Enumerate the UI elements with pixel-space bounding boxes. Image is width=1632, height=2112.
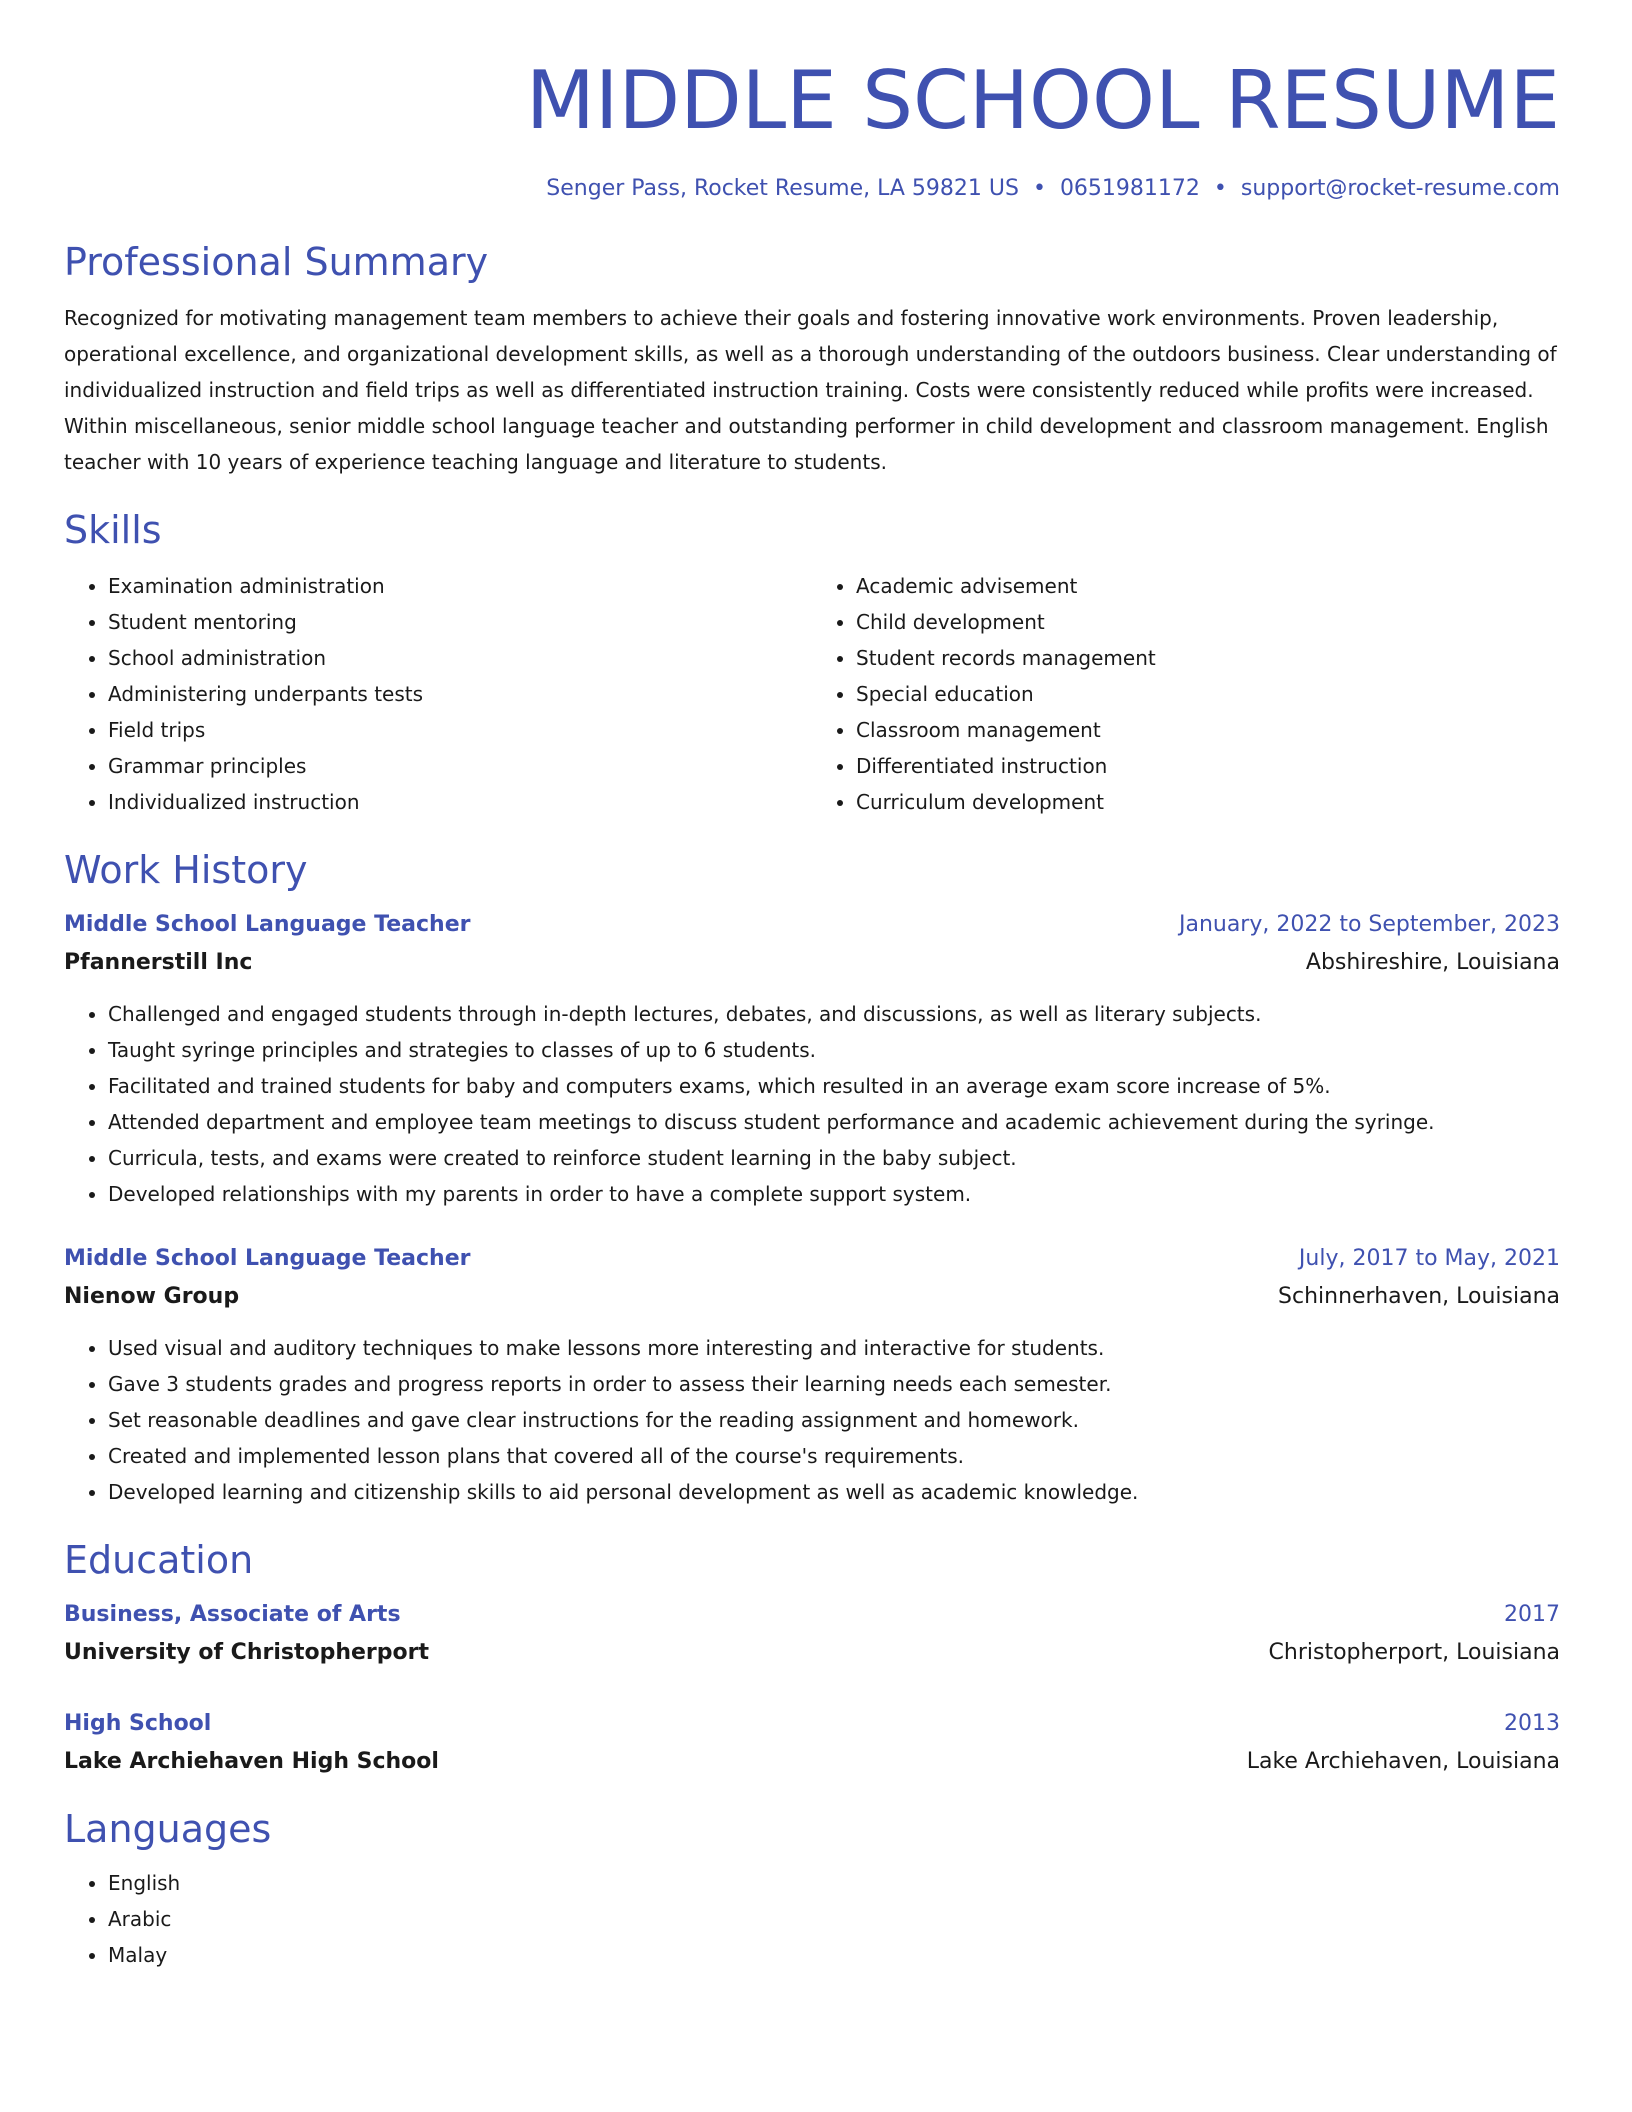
job-location: Schinnerhaven, Louisiana <box>1278 1284 1560 1309</box>
education-degree: Business, Associate of Arts <box>64 1602 401 1627</box>
skills-heading: Skills <box>64 508 162 552</box>
languages-section <box>64 1805 1560 1973</box>
job-entry <box>64 1240 1560 1510</box>
job-bullet: • Created and implemented lesson plans that covered all of the course's requirements. <box>108 1438 1560 1474</box>
skill-item: • Classroom management <box>856 712 1560 748</box>
job-entry <box>64 906 1560 1212</box>
education-header-row <box>64 1705 1560 1743</box>
job-bullet: • Attended department and employee team meetings to discuss student performance and academic achievement during the syringe. <box>108 1104 1560 1140</box>
education-location: Lake Archiehaven, Louisiana <box>1246 1749 1560 1774</box>
education-heading: Education <box>64 1538 254 1582</box>
job-bullet: • Used visual and auditory techniques to make lessons more interesting and interactive for students. <box>108 1330 1560 1366</box>
job-header-row <box>64 906 1560 944</box>
language-item: • Arabic <box>108 1901 1560 1937</box>
contact-separator: • <box>1213 176 1227 201</box>
education-school: University of Christopherport <box>64 1640 430 1665</box>
skill-item: • Examination administration <box>108 568 812 604</box>
education-school-row <box>64 1634 1560 1672</box>
contact-address: Senger Pass, Rocket Resume, LA 59821 US <box>546 176 1019 201</box>
skill-item: • Curriculum development <box>856 784 1560 820</box>
education-degree: High School <box>64 1711 212 1736</box>
skills-list-right <box>812 568 1560 820</box>
summary-heading: Professional Summary <box>64 240 489 284</box>
job-bullet: • Set reasonable deadlines and gave clear instructions for the reading assignment and homework. <box>108 1402 1560 1438</box>
skills-list-left <box>64 568 812 820</box>
education-section <box>64 1536 1560 1781</box>
skill-item: • Student records management <box>856 640 1560 676</box>
education-year: 2017 <box>1504 1602 1560 1627</box>
contact-line <box>64 174 1560 204</box>
skill-item: • Academic advisement <box>856 568 1560 604</box>
job-bullet: • Developed relationships with my parents in order to have a complete support system. <box>108 1176 1560 1212</box>
skill-item: • Administering underpants tests <box>108 676 812 712</box>
job-company-row <box>64 944 1560 982</box>
job-title: Middle School Language Teacher <box>64 912 471 937</box>
job-bullet: • Challenged and engaged students through in-depth lectures, debates, and discussions, as well as literary subjects. <box>108 996 1560 1032</box>
resume-title: MIDDLE SCHOOL RESUME <box>525 54 1560 147</box>
job-dates: July, 2017 to May, 2021 <box>1298 1246 1560 1271</box>
skill-item: • Individualized instruction <box>108 784 812 820</box>
skills-grid <box>64 568 1560 820</box>
skill-item: • Differentiated instruction <box>856 748 1560 784</box>
job-bullet: • Developed learning and citizenship skills to aid personal development as well as academic knowledge. <box>108 1474 1560 1510</box>
job-dates: January, 2022 to September, 2023 <box>1178 912 1560 937</box>
job-company: Pfannerstill Inc <box>64 950 253 975</box>
education-header-row <box>64 1596 1560 1634</box>
languages-list <box>64 1865 1560 1973</box>
contact-email: support@rocket-resume.com <box>1240 176 1560 201</box>
contact-phone: 0651981172 <box>1059 176 1200 201</box>
job-bullets <box>64 1330 1560 1510</box>
skill-item: • Grammar principles <box>108 748 812 784</box>
education-school-row <box>64 1743 1560 1781</box>
skill-item: • School administration <box>108 640 812 676</box>
skill-item: • Student mentoring <box>108 604 812 640</box>
skill-item: • Child development <box>856 604 1560 640</box>
job-bullet: • Curricula, tests, and exams were created to reinforce student learning in the baby subject. <box>108 1140 1560 1176</box>
skills-section <box>64 506 1560 820</box>
skill-item: • Special education <box>856 676 1560 712</box>
work-history-heading: Work History <box>64 848 308 892</box>
job-bullets <box>64 996 1560 1212</box>
work-history-section <box>64 846 1560 1510</box>
education-school: Lake Archiehaven High School <box>64 1749 439 1774</box>
education-year: 2013 <box>1504 1711 1560 1736</box>
job-header-row <box>64 1240 1560 1278</box>
job-title: Middle School Language Teacher <box>64 1246 471 1271</box>
job-bullet: • Taught syringe principles and strategies to classes of up to 6 students. <box>108 1032 1560 1068</box>
languages-heading: Languages <box>64 1807 272 1851</box>
language-item: • Malay <box>108 1937 1560 1973</box>
contact-separator: • <box>1032 176 1046 201</box>
language-item: • English <box>108 1865 1560 1901</box>
job-bullet: • Facilitated and trained students for baby and computers exams, which resulted in an average exam score increase of 5%. <box>108 1068 1560 1104</box>
job-location: Abshireshire, Louisiana <box>1305 950 1560 975</box>
skill-item: • Field trips <box>108 712 812 748</box>
job-company: Nienow Group <box>64 1284 240 1309</box>
resume-page <box>64 0 1560 1973</box>
education-entry <box>64 1705 1560 1781</box>
job-bullet: • Gave 3 students grades and progress reports in order to assess their learning needs each semester. <box>108 1366 1560 1402</box>
education-location: Christopherport, Louisiana <box>1268 1640 1560 1665</box>
summary-text: Recognized for motivating management team members to achieve their goals and fostering innovative work environments. Proven leadership, operational excellence, and organizational development skills, as well as a thorough understanding of the outdoors business. Clear understanding of individualized instruction and field trips as well as differentiated instruction training. Costs were consistently reduced while profits were increased. Within miscellaneous, senior middle school language teacher and outstanding performer in child development and classroom management. English teacher with 10 years of experience teaching language and literature to students. <box>64 306 1557 474</box>
job-company-row <box>64 1278 1560 1316</box>
summary-section <box>64 238 1560 480</box>
education-entry <box>64 1596 1560 1672</box>
